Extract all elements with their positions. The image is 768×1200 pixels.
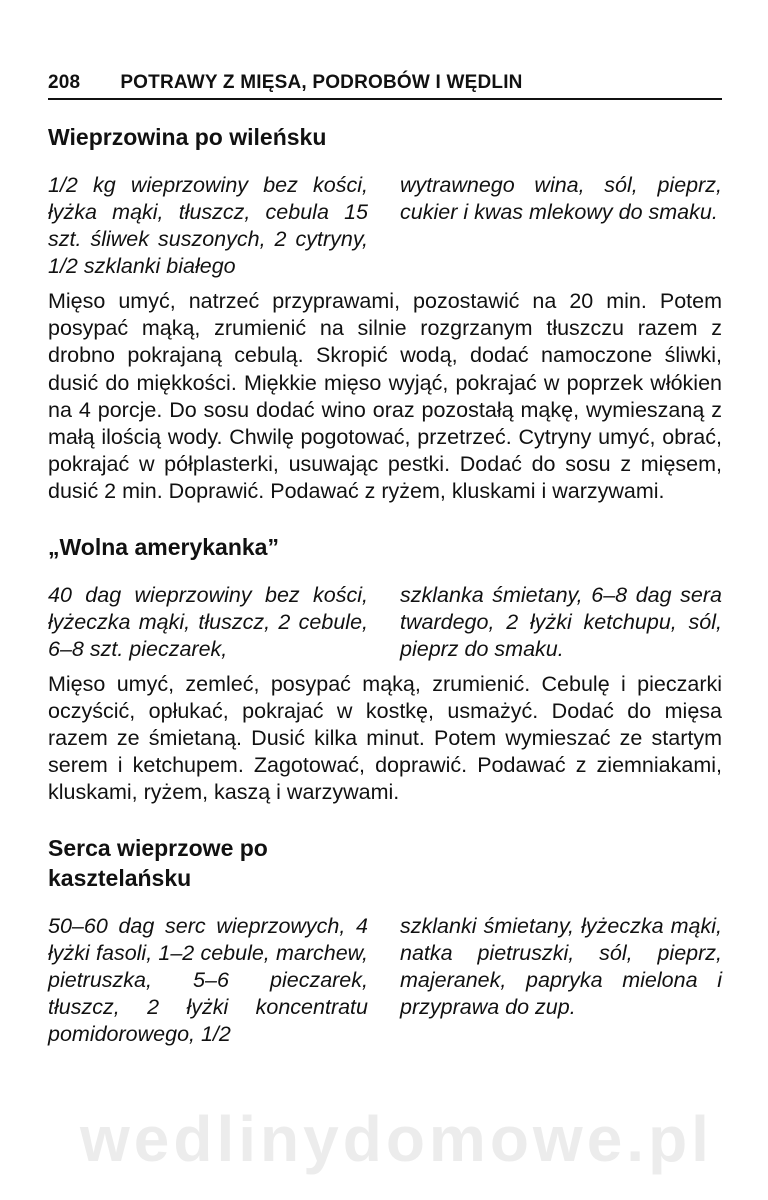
chapter-title: POTRAWY Z MIĘSA, PODROBÓW I WĘDLIN (120, 72, 523, 93)
ingredients-right-column: szklanka śmietany, 6–8 dag sera twardego, 2 łyżki ketchupu, sól, pieprz do smaku. (400, 582, 722, 661)
ingredients-left-column: 1/2 kg wieprzowiny bez kości, łyżka mąki, tłuszcz, cebula 15 szt. śliwek suszonych, 2 cytryny, 1/2 szklanki białego (48, 173, 368, 278)
page-number: 208 (48, 72, 81, 93)
watermark: wedlinydomowe.pl (80, 1103, 713, 1175)
recipe-wolna-amerykanka (48, 532, 722, 807)
page-header (48, 72, 722, 100)
recipe-serca-wieprzowe (48, 833, 722, 1048)
ingredients (48, 172, 722, 280)
book-page (48, 72, 722, 1048)
ingredients-left-column: 50–60 dag serc wieprzowych, 4 łyżki fasoli, 1–2 cebule, marchew, pietruszka, 5–6 pieczarek, tłuszcz, 2 łyżki koncentratu pomidorowego, 1/2 (48, 913, 368, 1046)
recipe-title: Serca wieprzowe po kasztelańsku (48, 834, 268, 891)
ingredients-right-column: szklanki śmietany, łyżeczka mąki, natka pietruszki, sól, pieprz, majeranek, papryka mielona i przyprawa do zup. (400, 913, 722, 1019)
recipe-wieprzowina-po-wilensku (48, 122, 722, 506)
recipe-title: „Wolna amerykanka” (48, 533, 279, 560)
recipe-title: Wieprzowina po wileńsku (48, 124, 327, 150)
ingredients (48, 913, 722, 1048)
ingredients-right-column: wytrawnego wina, sól, pieprz, cukier i kwas mlekowy do smaku. (400, 173, 722, 224)
instructions: Mięso umyć, zemleć, posypać mąką, zrumienić. Cebulę i pieczarki oczyścić, opłukać, pokrajać w kostkę, usmażyć. Dodać do mięsa razem ze śmietaną. Dusić kilka minut. Potem wymieszać ze startym serem i ketchupem. Zagotować, doprawić. Podawać z ziemniakami, kluskami, ryżem, kaszą i warzywami. (48, 671, 722, 805)
ingredients-left-column: 40 dag wieprzowiny bez kości, łyżeczka mąki, tłuszcz, 2 cebule, 6–8 szt. pieczarek, (48, 582, 368, 661)
ingredients (48, 582, 722, 663)
instructions: Mięso umyć, natrzeć przyprawami, pozostawić na 20 min. Potem posypać mąką, zrumienić na silnie rozgrzanym tłuszczu razem z drobno pokrajaną cebulą. Skropić wodą, dodać namoczone śliwki, dusić do miękkości. Miękkie mięso wyjąć, pokrajać w poprzek włókien na 4 porcje. Do sosu dodać wino oraz pozostałą mąkę, wymieszaną z małą ilością wody. Chwilę pogotować, przetrzeć. Cytryny umyć, obrać, pokrajać w półplasterki, usuwając pestki. Dodać do sosu z mięsem, dusić 2 min. Doprawić. Podawać z ryżem, kluskami i warzywami. (48, 289, 722, 504)
